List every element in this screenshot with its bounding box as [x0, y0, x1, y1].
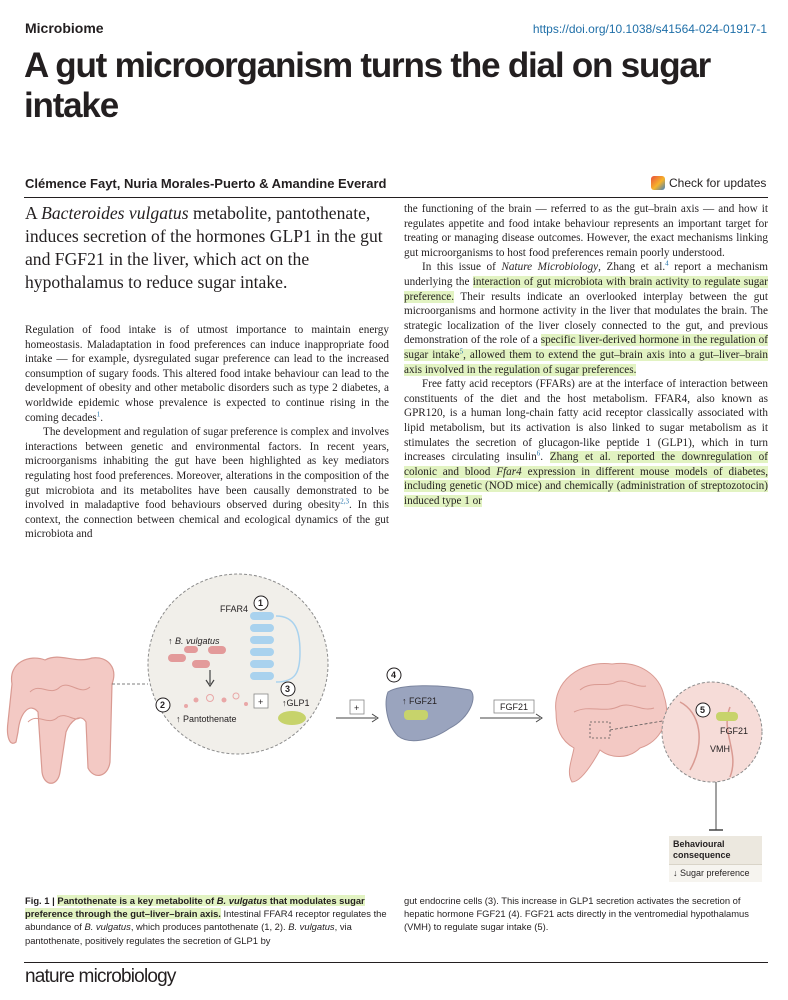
right-paragraph-2: In this issue of Nature Microbiology, Zhang et al.$^4$ report a mechanism underlying the interaction of gut microbiota with brain activity to regulate sugar preference. Their results indicate an overlooked interplay between the gut microorganisms and hormone activity in the liver that modulates the brain. The strategic localization of the liver closely connected to the gut, and previous demonstration of the role of a specific liver-derived hormone in the regulation of sugar intake$^5$, allowed them to extend the gut–brain axis into a gut–liver–brain axis involved in the regulation of sugar preferences. [404, 259, 769, 376]
left-paragraph-1: Regulation of food intake is of utmost importance to maintain energy homeostasis. Maladaptation in food preferences can induce inappropriate food intake — for example, dysregulated sugar preference can lead to the increased consumption of sugary foods. This altered food intake behaviour can lead to the development of obesity and other metabolic disorders such as type 2 diabetes, a worldwide epidemic whose prevalence is expected to continue rising in the coming decades$^1$. [25, 324, 389, 424]
footer-divider [24, 962, 768, 963]
doi-link[interactable]: https://doi.org/10.1038/s41564-024-01917-1 [532, 22, 767, 36]
left-body-column [25, 323, 389, 542]
bvulgatus-label: ↑ B. vulgatus [168, 636, 220, 646]
standfirst [25, 202, 387, 294]
plus-sign-1: + [258, 697, 264, 707]
step-2-badge: 2 [160, 700, 166, 710]
check-updates-label: Check for updates [669, 176, 767, 190]
brain-illustration [556, 663, 667, 782]
header-divider [24, 197, 768, 198]
fgf21-arrow-label: FGF21 [500, 702, 529, 712]
highlight: Zhang et al. reported the downregulation of colonic and blood Ffar4 expression in different mouse models of diabetes, including genetic (NOD mice) and chemically (administration of streptozotocin) induced type 1 or [404, 451, 768, 507]
highlight: specific liver-derived hormone in the regulation of sugar intake$^5$, allowed them to extend the gut–brain axis into a gut–liver–brain axis involved in the regulation of sugar preferences. [404, 334, 768, 376]
citation-link[interactable]: 1 [96, 409, 101, 418]
standfirst-text-a: A [25, 203, 42, 223]
citation-link[interactable]: 6 [536, 449, 541, 458]
step-1-badge: 1 [258, 598, 264, 608]
fgf21-brain-label: FGF21 [720, 726, 749, 736]
behavioural-consequence-box [669, 836, 762, 883]
standfirst-species: Bacteroides vulgatus [41, 203, 189, 223]
behaviour-title: Behavioural consequence [669, 836, 762, 864]
glp1-label: ↑GLP1 [282, 698, 310, 708]
pantothenate-label: ↑ Pantothenate [176, 714, 237, 724]
left-paragraph-2: The development and regulation of sugar preference is complex and involves interactions between genetic and environmental factors. In recent years, microorganisms inhabiting the gut have been highlighted as key mediators regulating host food preferences. Moreover, alterations in the composition of the gut microbiota and its metabolites have been causally demonstrated to be involved in maladaptive food behaviours observed during obesity$^{2,3}$. In this context, the connection between chemical and ecological dynamics of the gut microbiota and [25, 426, 389, 541]
figure-caption-right: gut endocrine cells (3). This increase in GLP1 secretion activates the secretion of hepatic hormone FGF21 (4). FGF21 acts directly in the ventromedial hypothalamus (VMH) to regulate sugar intake (5). [404, 895, 749, 933]
liver-illustration [386, 668, 473, 741]
journal-logo: nature microbiology [25, 966, 176, 987]
citation-link[interactable]: 2,3 [340, 497, 349, 506]
step-5-badge: 5 [700, 705, 706, 715]
intestine-illustration [7, 657, 113, 783]
standfirst-text-b: metabolite, pantothenate, induces secretion of the hormones GLP1 in the gut and FGF21 in the liver, which act on the hypothalamus to reduce sugar intake. [25, 203, 383, 292]
vmh-label: VMH [710, 744, 730, 754]
section-label: Microbiome [25, 20, 104, 36]
highlight: Pantothenate is a key metabolite of B. vulgatus that modulates sugar preference through the gut–liver–brain axis. [25, 895, 365, 920]
right-paragraph-1: the functioning of the brain — referred to as the gut–brain axis — and how it regulates appetite and food intake behaviour represents an important target for treating or managing disease outcomes. However, the exact mechanisms linking gut microorganisms to host food preferences remain poorly understood. [404, 203, 768, 259]
author-list: Clémence Fayt, Nuria Morales-Puerto & Amandine Everard [25, 176, 387, 191]
citation-link[interactable]: 5 [459, 347, 464, 356]
behaviour-body: ↓ Sugar preference [669, 864, 762, 882]
highlight: interaction of gut microbiota with brain activity to regulate sugar preference. [404, 275, 769, 303]
plus-sign-2: + [354, 703, 360, 713]
check-updates-button[interactable] [651, 176, 766, 190]
step-3-badge: 3 [285, 684, 291, 694]
fgf21-liver-label: ↑ FGF21 [402, 696, 438, 706]
ffar4-label: FFAR4 [220, 604, 249, 614]
step-4-badge: 4 [391, 670, 397, 680]
gut-zoom-circle [148, 574, 328, 754]
check-updates-icon [651, 176, 665, 190]
vmh-zoom-circle [662, 682, 762, 782]
citation-link[interactable]: 4 [665, 259, 669, 268]
right-paragraph-3: Free fatty acid receptors (FFARs) are at the interface of interaction between constituents of the diet and the host metabolism. FFAR4, also known as GPR120, is a human long-chain fatty acid receptor classically associated with lipid metabolism, but its activation is also linked to sugar metabolism as it stimulates the secretion of glucagon-like peptide 1 (GLP1), which in turn increases circulating insulin$^6$. Zhang et al. reported the downregulation of colonic and blood Ffar4 expression in different mouse models of diabetes, including genetic (NOD mice) and chemically (administration of streptozotocin) induced type 1 or [404, 378, 768, 507]
article-title: A gut microorganism turns the dial on sugar intake [24, 46, 711, 125]
right-body-column [404, 202, 768, 508]
figure-caption-left: Fig. 1 | Pantothenate is a key metabolite of B. vulgatus that modulates sugar preference through the gut–liver–brain axis. Intestinal FFAR4 receptor regulates the abundance of B. vulgatus, which produces pantothenate (1, 2). B. vulgatus, via pantothenate, positively regulates the secretion of GLP1 by [25, 895, 387, 946]
